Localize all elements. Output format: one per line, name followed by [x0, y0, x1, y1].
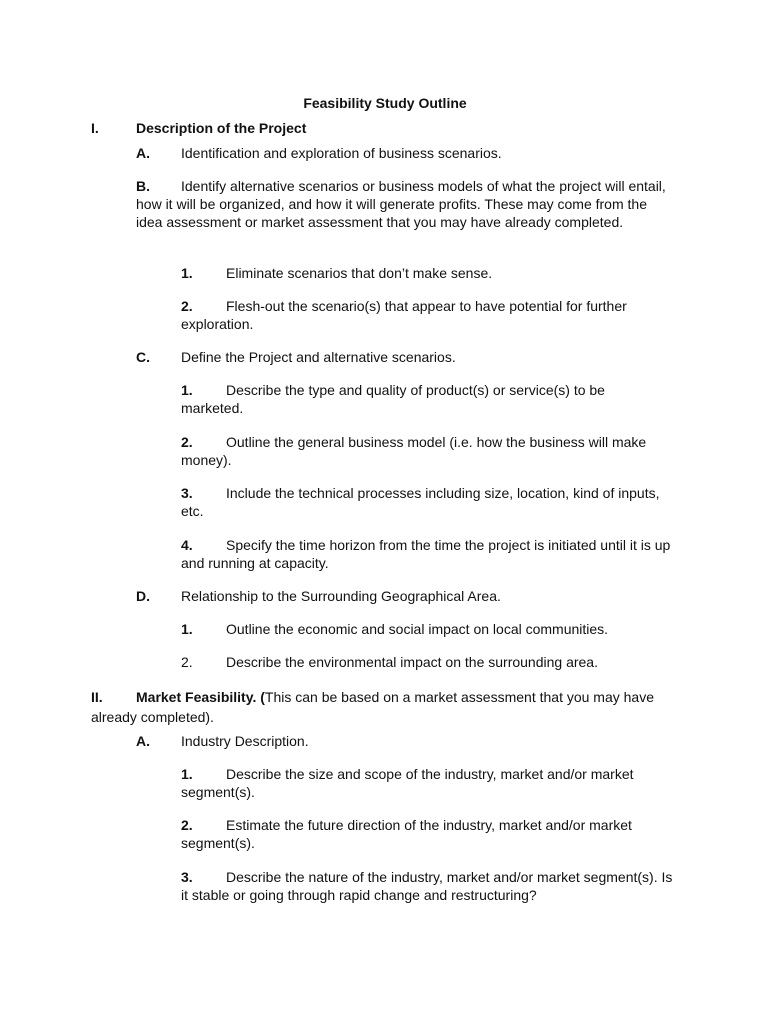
list-subitem	[181, 816, 671, 852]
subitem-number: 2.	[181, 298, 193, 314]
list-item	[136, 348, 676, 366]
item-text: Industry Description.	[181, 733, 309, 749]
list-subitem	[181, 264, 671, 282]
subitem-number: 4.	[181, 537, 193, 553]
subitem-text: Eliminate scenarios that don’t make sense.	[226, 265, 493, 281]
subitem-text: Describe the nature of the industry, market and/or market segment(s). Is it stable or going through rapid change and restructuring?	[181, 869, 673, 903]
list-subitem	[181, 868, 676, 904]
item-letter: A.	[136, 733, 150, 749]
subitem-number: 1.	[181, 621, 193, 637]
item-text: Define the Project and alternative scenarios.	[181, 349, 456, 365]
item-text: Identify alternative scenarios or business models of what the project will entail, how it will be organized, and how it will generate profits. These may come from the idea assessment or market assessment that you may have already completed.	[136, 178, 666, 230]
item-text: Relationship to the Surrounding Geographical Area.	[181, 588, 501, 604]
list-item	[136, 732, 676, 750]
section-note: This can be based on a market assessment that you may have already completed).	[91, 689, 655, 725]
section-title: Description of the Project	[136, 120, 307, 136]
section-title: Market Feasibility.	[136, 689, 257, 705]
subitem-text: Outline the general business model (i.e. how the business will make money).	[181, 434, 647, 468]
list-subitem	[181, 536, 676, 572]
document-title: Feasibility Study Outline	[303, 95, 467, 111]
item-letter: B.	[136, 178, 150, 194]
list-subitem	[181, 653, 671, 671]
section-note-paren: (	[260, 689, 265, 705]
subitem-number: 1.	[181, 766, 193, 782]
subitem-number: 1.	[181, 382, 193, 398]
list-item	[136, 144, 676, 162]
subitem-text: Specify the time horizon from the time the project is initiated until it is up and running at capacity.	[181, 537, 671, 571]
list-item	[136, 177, 676, 231]
section-number: I.	[91, 120, 99, 136]
section-number: II.	[91, 689, 103, 705]
subitem-number: 3.	[181, 485, 193, 501]
list-subitem	[181, 433, 671, 469]
list-subitem	[181, 297, 671, 333]
item-letter: C.	[136, 349, 150, 365]
subitem-number: 2.	[181, 434, 193, 450]
subitem-text: Describe the type and quality of product(s) or service(s) to be marketed.	[181, 382, 605, 416]
list-subitem	[181, 484, 671, 520]
subitem-text: Describe the environmental impact on the surrounding area.	[226, 654, 598, 670]
subitem-number: 1.	[181, 265, 193, 281]
section-heading	[91, 119, 691, 137]
section-heading	[91, 687, 671, 727]
subitem-number: 2.	[181, 817, 193, 833]
subitem-number: 2.	[181, 654, 193, 670]
item-letter: A.	[136, 145, 150, 161]
subitem-text: Flesh-out the scenario(s) that appear to have potential for further exploration.	[181, 298, 627, 332]
subitem-text: Describe the size and scope of the industry, market and/or market segment(s).	[181, 766, 634, 800]
subitem-text: Include the technical processes including size, location, kind of inputs, etc.	[181, 485, 660, 519]
list-subitem	[181, 620, 671, 638]
subitem-text: Outline the economic and social impact on local communities.	[226, 621, 609, 637]
item-letter: D.	[136, 588, 150, 604]
subitem-text: Estimate the future direction of the industry, market and/or market segment(s).	[181, 817, 632, 851]
list-subitem	[181, 765, 671, 801]
subitem-number: 3.	[181, 869, 193, 885]
item-text: Identification and exploration of business scenarios.	[181, 145, 502, 161]
list-item	[136, 587, 676, 605]
list-subitem	[181, 381, 671, 417]
